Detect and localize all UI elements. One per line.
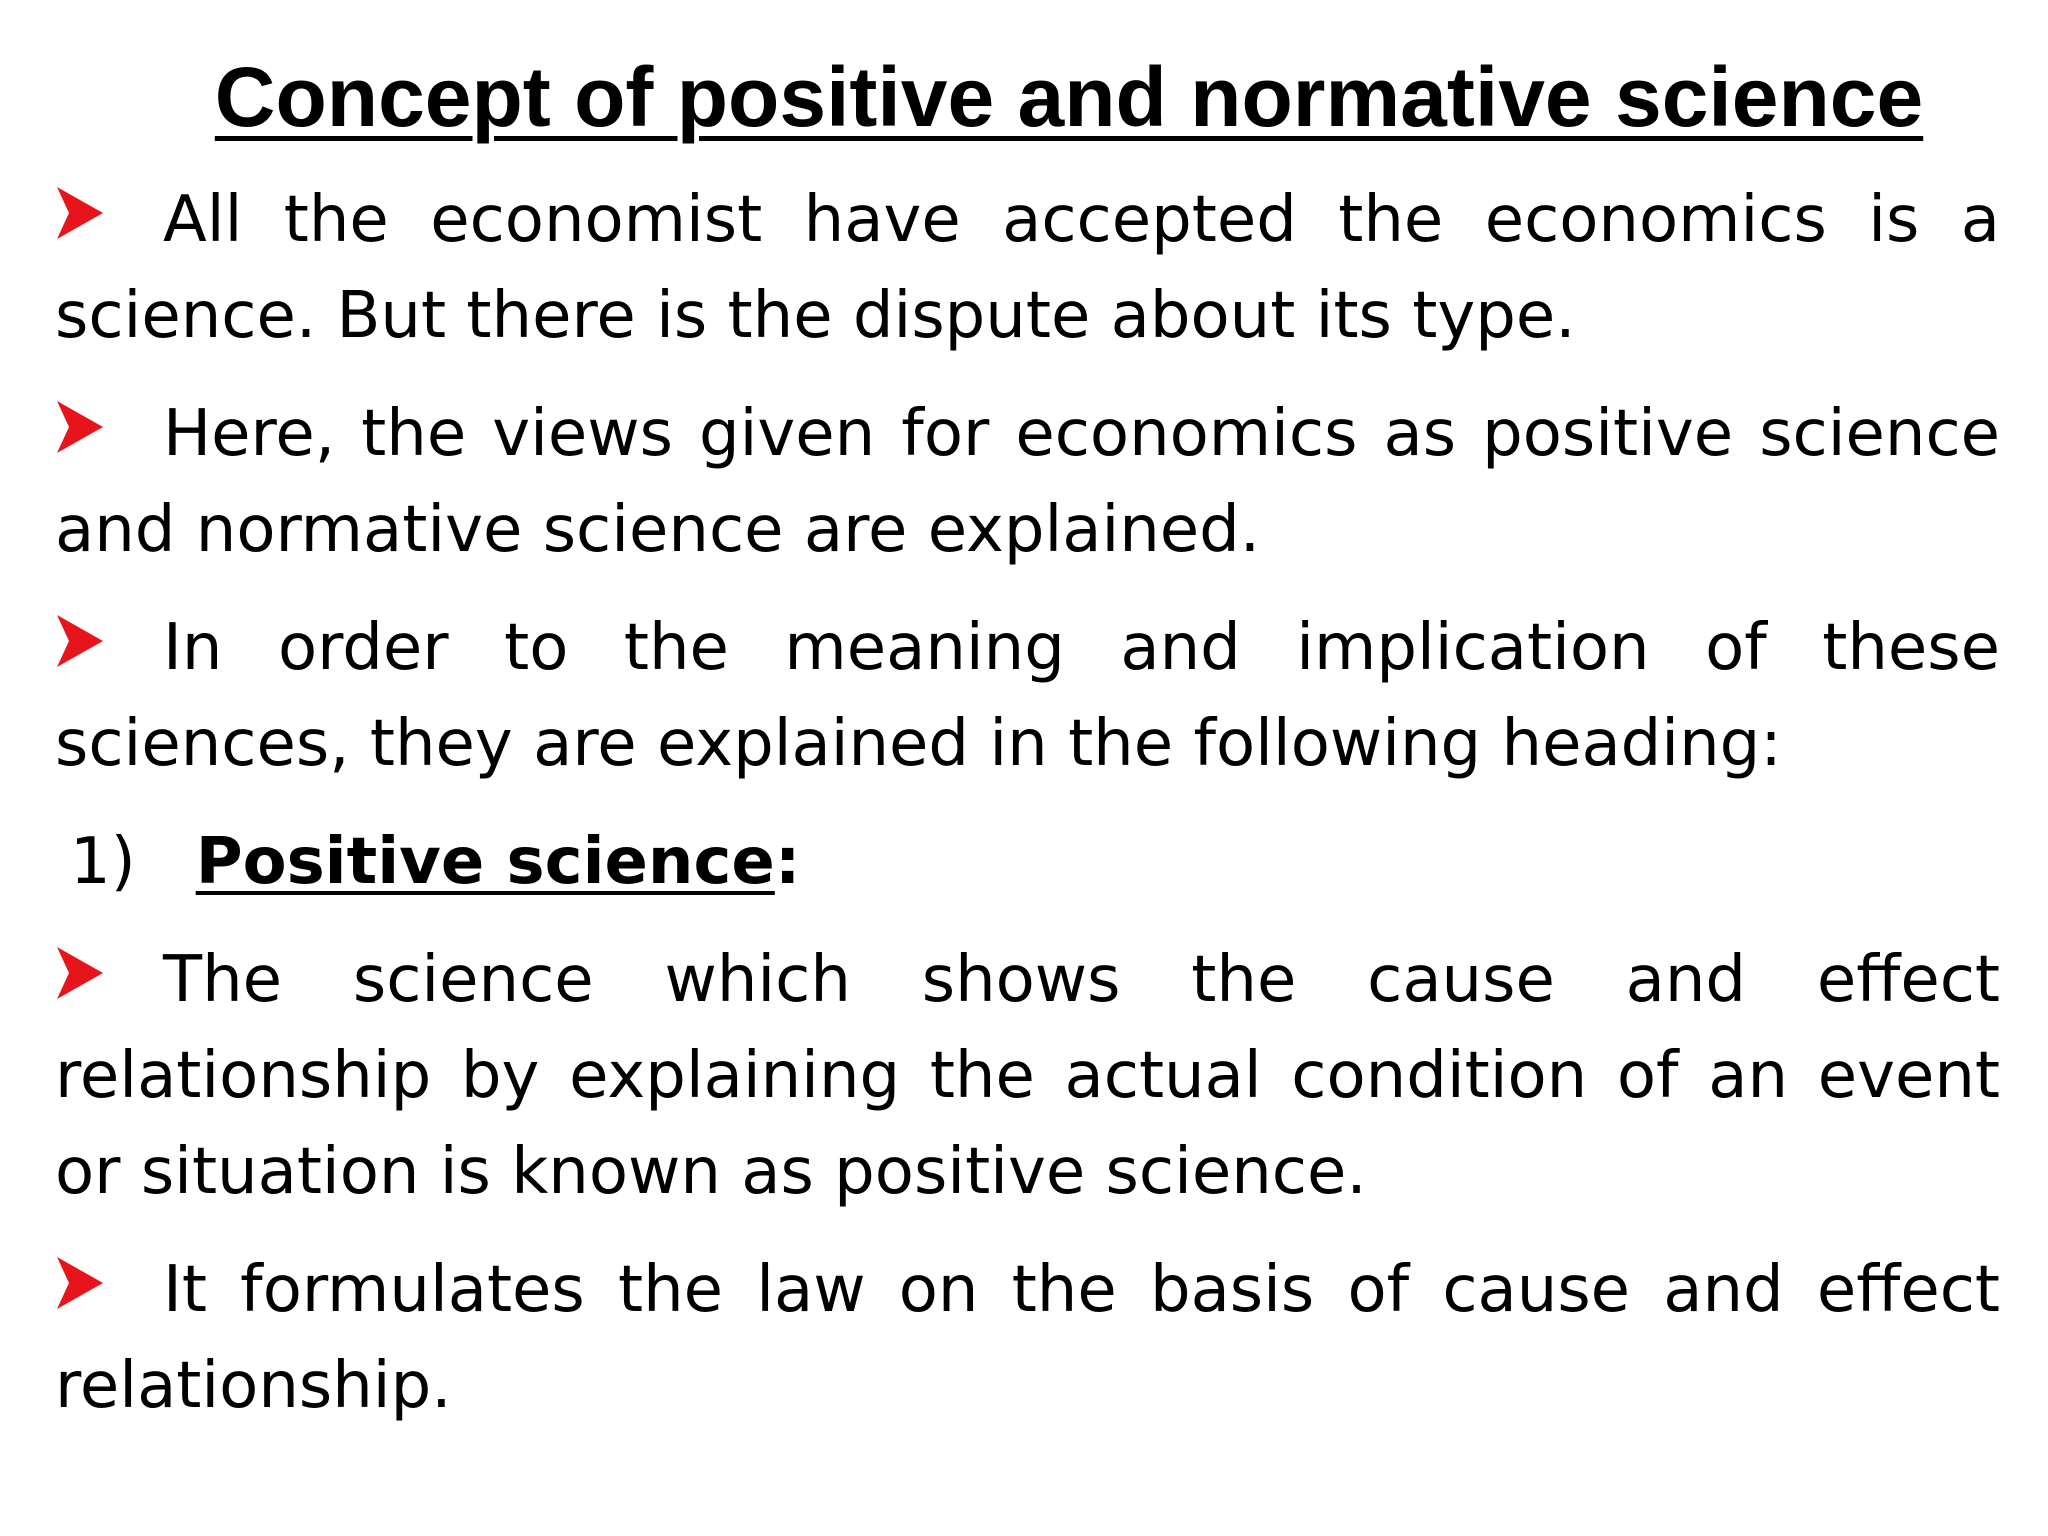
slide-content	[55, 172, 2000, 1456]
bullet-item	[55, 600, 2000, 792]
bullet-item	[55, 172, 2000, 364]
bullet-item	[55, 1242, 2000, 1434]
arrowhead-bullet-icon	[55, 183, 105, 243]
section-heading	[70, 814, 2000, 910]
arrowhead-bullet-icon	[55, 1253, 105, 1313]
section-colon: :	[774, 825, 801, 899]
bullet-text: Here, the views given for economics as positive science and normative science are explained.	[55, 397, 2000, 567]
arrowhead-bullet-icon	[55, 943, 105, 1003]
section-label: Positive science	[195, 825, 775, 899]
arrowhead-bullet-icon	[55, 397, 105, 457]
bullet-item	[55, 932, 2000, 1220]
bullet-text: All the economist have accepted the economics is a science. But there is the dispute about its type.	[55, 183, 2000, 353]
section-number: 1)	[70, 825, 136, 899]
arrowhead-bullet-icon	[55, 611, 105, 671]
bullet-text: It formulates the law on the basis of cause and effect relationship.	[55, 1253, 2000, 1423]
bullet-text: The science which shows the cause and effect relationship by explaining the actual condition of an event or situation is known as positive science.	[55, 943, 2000, 1209]
bullet-item	[55, 386, 2000, 578]
bullet-text: In order to the meaning and implication of these sciences, they are explained in the following heading:	[55, 611, 2000, 781]
slide-title: Concept of positive and normative science	[214, 50, 1924, 144]
